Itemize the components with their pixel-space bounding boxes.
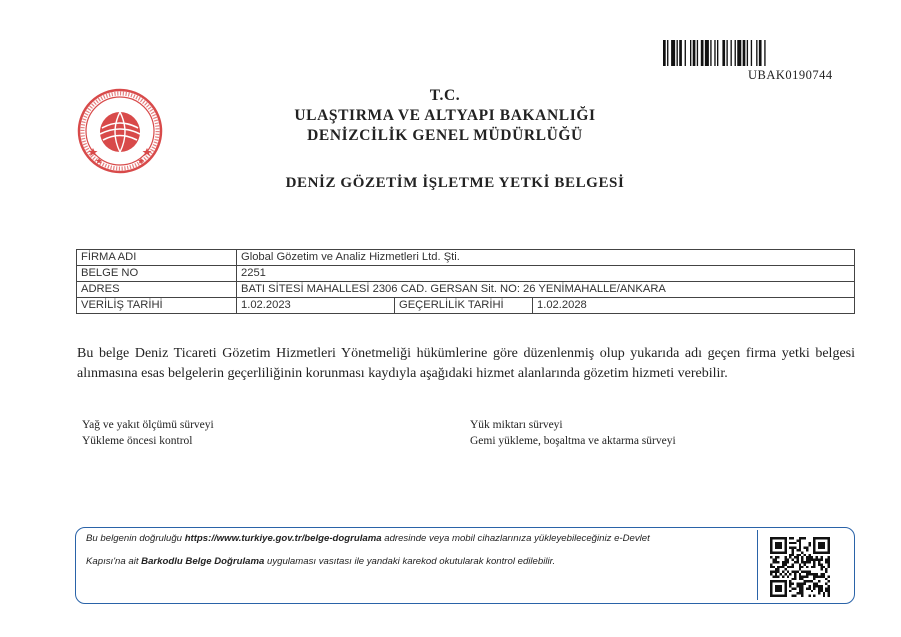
- header-ministry: ULAŞTIRMA VE ALTYAPI BAKANLIĞI: [294, 107, 596, 124]
- adres-label: ADRES: [77, 282, 237, 298]
- verification-url-link[interactable]: https://www.turkiye.gov.tr/belge-dogrulama: [184, 533, 382, 544]
- verification-box: [75, 527, 855, 604]
- belge-label: BELGE NO: [77, 266, 237, 282]
- service-item: Gemi yükleme, boşaltma ve aktarma sürveyi: [470, 435, 676, 447]
- verilis-value: 1.02.2023: [237, 298, 395, 314]
- table-row: [77, 250, 855, 266]
- service-column-left: [82, 417, 214, 449]
- barcode-image: [663, 40, 843, 66]
- service-column-right: [470, 417, 676, 449]
- belge-value: 2251: [237, 266, 855, 282]
- firma-value: Global Gözetim ve Analiz Hizmetleri Ltd. Şti.: [237, 250, 855, 266]
- service-item: Yükleme öncesi kontrol: [82, 435, 193, 447]
- qr-code-image: [770, 537, 830, 597]
- qr-code-box: [757, 530, 848, 600]
- header-directorate: DENİZCİLİK GENEL MÜDÜRLÜĞÜ: [307, 127, 583, 144]
- header-republic: T.C.: [429, 87, 461, 104]
- document-title: DENİZ GÖZETİM İŞLETME YETKİ BELGESİ: [285, 175, 625, 191]
- ministry-seal-logo: [77, 88, 163, 174]
- verification-app-name: Barkodlu Belge Doğrulama: [141, 556, 265, 567]
- document-header: [250, 86, 640, 146]
- intro-paragraph: Bu belge Deniz Ticareti Gözetim Hizmetleri Yönetmeliği hükümlerine göre düzenlenmiş olup yukarıda adı geçen firma yetki belgesi alınmasına esas belgelerin geçerliliğinin korunması kaydıyla aşağıdaki hizmet alanlarında gözetim hizmeti verebilir.: [77, 346, 855, 381]
- verification-text-line1: Bu belgenin doğruluğu https://www.turkiye.gov.tr/belge-dogrulama adresinde veya mobil cihazlarınıza yükleyebileceğiniz e-Devlet: [86, 533, 650, 544]
- service-item: Yağ ve yakıt ölçümü sürveyi: [82, 419, 214, 431]
- table-row: [77, 282, 855, 298]
- verification-text-line2: Kapısı'na ait Barkodlu Belge Doğrulama uygulaması vasıtası ile yandaki karekod okutularak kontrol edilebilir.: [86, 556, 556, 567]
- verilis-label: VERİLİŞ TARİHİ: [77, 298, 237, 314]
- gecerlilik-label: GEÇERLİLİK TARİHİ: [395, 298, 533, 314]
- service-item: Yük miktarı sürveyi: [470, 419, 563, 431]
- firm-info-table: [76, 249, 855, 314]
- table-row: [77, 298, 855, 314]
- table-row: [77, 266, 855, 282]
- gecerlilik-value: 1.02.2028: [533, 298, 855, 314]
- firma-label: FİRMA ADI: [77, 250, 237, 266]
- barcode-number: UBAK0190744: [748, 68, 833, 82]
- adres-value: BATI SİTESİ MAHALLESİ 2306 CAD. GERSAN Sit. NO: 26 YENİMAHALLE/ANKARA: [237, 282, 855, 298]
